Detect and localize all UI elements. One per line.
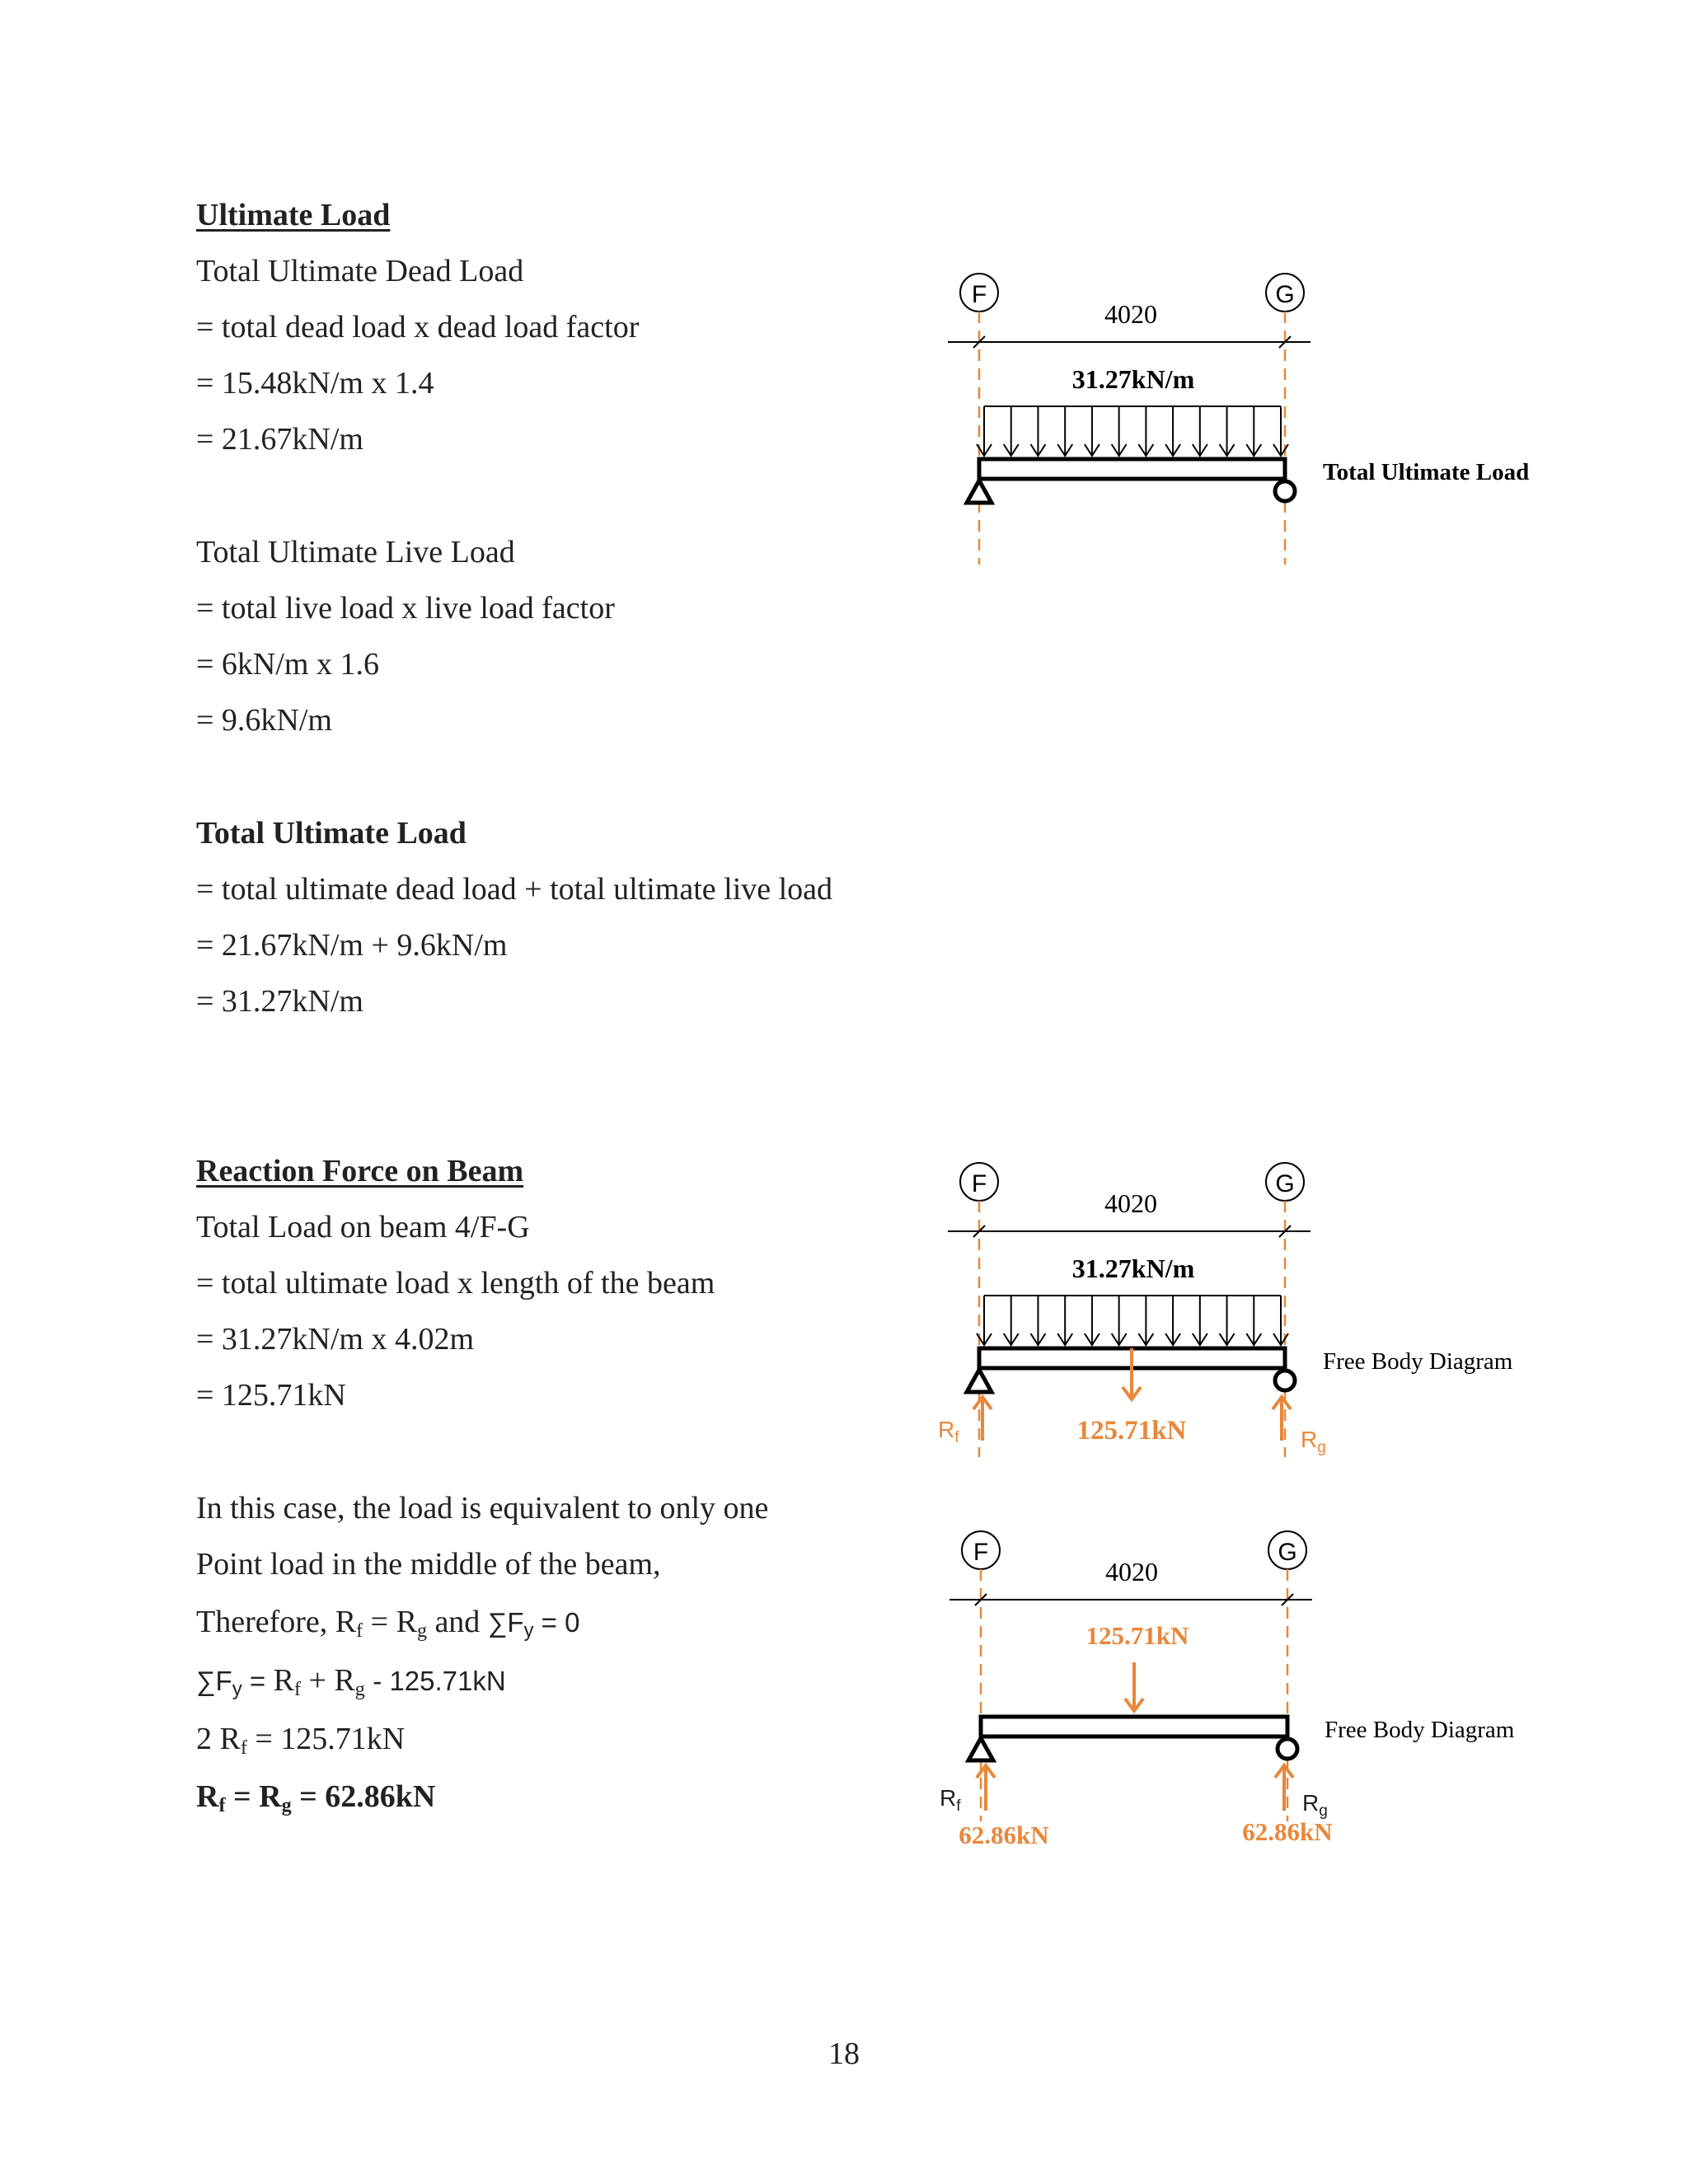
grid-label-g: G <box>1278 1539 1297 1566</box>
grid-label-f: F <box>971 281 987 308</box>
beam-diagram-free-body-point-load <box>907 1504 1632 1867</box>
heading-ultimate-load: Ultimate Load <box>196 198 391 232</box>
diagram-caption-total-ultimate-load: Total Ultimate Load <box>1323 459 1530 485</box>
dead-load-line-3: = 21.67kN/m <box>196 422 363 457</box>
roller-support-g <box>1278 1739 1297 1759</box>
explanation-line-1: In this case, the load is equivalent to only one <box>196 1491 769 1526</box>
span-dimension: 4020 <box>1105 1557 1158 1586</box>
reaction-value-rf: 62.86kN <box>959 1821 1049 1849</box>
heading-reaction-force: Reaction Force on Beam <box>196 1154 524 1188</box>
reaction-arrow-g <box>1275 1765 1293 1811</box>
reaction-line-1: Total Load on beam 4/F-G <box>196 1210 530 1244</box>
reaction-line-4: = 125.71kN <box>196 1378 346 1413</box>
grid-label-g: G <box>1275 1170 1295 1197</box>
span-dimension: 4020 <box>1104 1188 1157 1218</box>
reaction-label-rg: $R_g$ <box>1301 1427 1326 1456</box>
reaction-arrow-f <box>973 1397 992 1441</box>
reaction-arrow-f <box>977 1765 995 1811</box>
grid-label-f: F <box>973 1539 989 1566</box>
live-load-line-3: = 9.6kN/m <box>196 703 332 738</box>
grid-label-f: F <box>971 1170 987 1197</box>
live-load-title: Total Ultimate Live Load <box>196 535 515 569</box>
live-load-line-1: = total live load x live load factor <box>196 591 615 626</box>
point-load-label: 125.71kN <box>1085 1621 1189 1650</box>
roller-support-g <box>1275 481 1295 501</box>
diagram-caption-free-body: Free Body Diagram <box>1325 1717 1515 1743</box>
udl-label: 31.27kN/m <box>1071 1254 1195 1283</box>
total-load-line-3: = 31.27kN/m <box>196 984 363 1019</box>
total-ultimate-load-title: Total Ultimate Load <box>196 816 467 851</box>
dead-load-line-2: = 15.48kN/m x 1.4 <box>196 366 434 401</box>
span-dimension: 4020 <box>1104 299 1157 329</box>
total-load-line-2: = 21.67kN/m + 9.6kN/m <box>196 928 508 963</box>
reaction-value-rg: 62.86kN <box>1242 1817 1333 1846</box>
pin-support-f <box>968 1738 993 1760</box>
therefore-equation: Therefore, $R_f = R_g$ and $\sum F_y = 0$ <box>196 1605 580 1642</box>
total-load-line-1: = total ultimate dead load + total ultimate live load <box>196 872 833 907</box>
reaction-line-2: = total ultimate load x length of the beam <box>196 1266 715 1301</box>
reaction-label-rg: $R_g$ <box>1302 1790 1328 1820</box>
beam <box>979 459 1285 479</box>
reaction-label-rf: $R_f$ <box>938 1417 959 1446</box>
dead-load-line-1: = total dead load x dead load factor <box>196 310 640 344</box>
final-reaction-result: $R_f = R_g = 62.86kN$ <box>196 1779 436 1816</box>
two-rf-equation: 2 $R_f = 125.71kN$ <box>196 1722 406 1759</box>
pin-support-f <box>967 480 992 503</box>
beam <box>981 1717 1287 1736</box>
pin-support-f <box>967 1370 992 1392</box>
sum-forces-equation: $\sum F_y = R_f + R_g - 125.71kN$ <box>196 1663 506 1700</box>
page-number: 18 <box>828 2036 860 2071</box>
distributed-load-arrows <box>977 406 1288 456</box>
live-load-line-2: = 6kN/m x 1.6 <box>196 647 379 682</box>
dead-load-title: Total Ultimate Dead Load <box>196 254 524 288</box>
grid-label-g: G <box>1275 281 1295 308</box>
point-load-arrow <box>1125 1662 1143 1711</box>
roller-support-g <box>1275 1371 1295 1390</box>
equivalent-point-load-label: 125.71kN <box>1076 1416 1187 1446</box>
distributed-load-arrows <box>977 1296 1288 1345</box>
reaction-line-3: = 31.27kN/m x 4.02m <box>196 1322 475 1357</box>
udl-label: 31.27kN/m <box>1071 364 1195 394</box>
diagram-caption-free-body: Free Body Diagram <box>1323 1348 1513 1375</box>
explanation-line-2: Point load in the middle of the beam, <box>196 1547 661 1582</box>
beam-diagram-free-body-udl <box>907 1136 1632 1482</box>
beam-diagram-total-ultimate-load <box>907 247 1632 577</box>
reaction-arrow-g <box>1273 1397 1291 1441</box>
reaction-label-rf: $R_f$ <box>940 1785 961 1815</box>
